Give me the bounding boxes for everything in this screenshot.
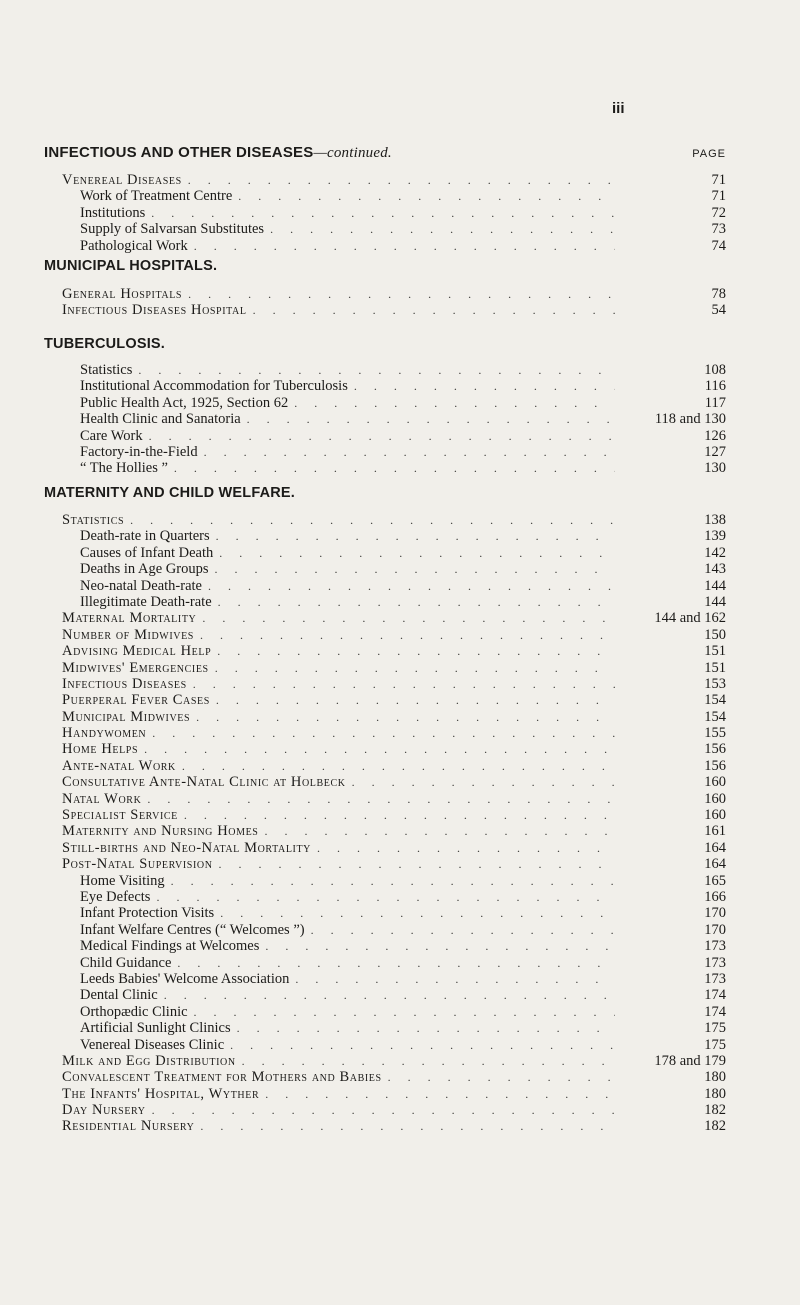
toc-entry-label: Handywomen [62, 725, 147, 742]
dot-leader [219, 856, 615, 872]
dot-leader [164, 987, 615, 1003]
toc-entry [0, 205, 800, 221]
toc-entry [0, 987, 800, 1003]
dot-leader [204, 444, 615, 460]
toc-entry-page: 174 [704, 987, 726, 1004]
toc-entry-label: Institutional Accommodation for Tuberculosis [80, 378, 348, 395]
toc-entry-label: Infectious Diseases [62, 675, 187, 692]
toc-entry-page: 78 [711, 286, 726, 302]
dot-leader [193, 676, 615, 692]
toc-entry-label: Maternal Mortality [62, 610, 197, 627]
toc-entry-label: Health Clinic and Sanatoria [80, 411, 241, 428]
dot-leader [264, 823, 615, 839]
toc-entry [0, 971, 800, 987]
toc-entry-page: 180 [704, 1069, 726, 1086]
toc-entry-page: 165 [704, 872, 726, 889]
toc-entry [0, 741, 800, 757]
toc-entry-page: 174 [704, 1003, 726, 1020]
toc-entry-label: Illegitimate Death-rate [80, 593, 212, 610]
toc-entry-page: 73 [711, 221, 726, 238]
dot-leader [317, 840, 615, 856]
toc-entry [0, 1037, 800, 1053]
toc-entry-page: 144 [704, 593, 726, 610]
main-heading-suffix: —continued. [313, 145, 392, 161]
toc-entry-page: 143 [704, 561, 726, 578]
dot-leader [216, 528, 615, 544]
dot-leader [188, 172, 615, 188]
toc-entry-label: Convalescent Treatment for Mothers and Babies [62, 1069, 382, 1086]
dot-leader [196, 709, 615, 725]
toc-entry [0, 411, 800, 427]
toc-entry [0, 610, 800, 626]
toc-entry-label: Residential Nursery [62, 1118, 195, 1135]
toc-entry-label: Public Health Act, 1925, Section 62 [80, 394, 289, 411]
main-heading [44, 144, 392, 162]
section-heading-tuberculosis: TUBERCULOSIS. [44, 336, 166, 352]
toc-entry-page: 175 [704, 1020, 726, 1037]
toc-entry [0, 362, 800, 378]
toc-entry-label: Orthopædic Clinic [80, 1003, 188, 1020]
dot-leader [130, 512, 615, 528]
toc-entry-page: 170 [704, 905, 726, 922]
toc-entry [0, 905, 800, 921]
toc-entry [0, 1053, 800, 1069]
dot-leader [230, 1037, 615, 1053]
toc-entry-page: 154 [704, 692, 726, 709]
toc-entry-label: Work of Treatment Centre [80, 188, 233, 205]
dot-leader [238, 188, 615, 204]
toc-entry-page: 71 [711, 172, 726, 188]
toc-entry-page: 180 [704, 1085, 726, 1102]
dot-leader [352, 774, 615, 790]
toc-entry-page: 182 [704, 1102, 726, 1119]
toc-entry-label: Infant Protection Visits [80, 905, 215, 922]
toc-entry-label: Infectious Diseases Hospital [62, 302, 247, 319]
dot-leader [220, 905, 615, 921]
dot-leader [194, 1004, 615, 1020]
toc-entry [0, 1118, 800, 1134]
dot-leader [182, 758, 615, 774]
dot-leader [253, 302, 615, 318]
toc-entry-page: 156 [704, 757, 726, 774]
toc-entry [0, 378, 800, 394]
page-header [44, 144, 726, 162]
toc-entry [0, 561, 800, 577]
toc-entry-label: Neo-natal Death-rate [80, 577, 202, 594]
dot-leader [388, 1069, 615, 1085]
dot-leader [270, 221, 615, 237]
dot-leader [200, 1118, 615, 1134]
toc-entry [0, 1020, 800, 1036]
toc-entry-page: 164 [704, 856, 726, 873]
toc-entry [0, 774, 800, 790]
toc-entry [0, 1004, 800, 1020]
toc-entry-label: Leeds Babies' Welcome Association [80, 970, 290, 987]
toc-entry-page: 173 [704, 938, 726, 955]
toc-entry-page: 153 [704, 675, 726, 692]
page-number: iii [612, 100, 625, 117]
page-column-label: PAGE [692, 148, 726, 160]
dot-leader [311, 922, 615, 938]
dot-leader [202, 610, 615, 626]
dot-leader [184, 807, 615, 823]
toc-entry-label: Death-rate in Quarters [80, 528, 210, 545]
dot-leader [208, 578, 615, 594]
toc-entry-page: 160 [704, 790, 726, 807]
toc-entry [0, 188, 800, 204]
toc-entry-page: 74 [711, 237, 726, 254]
toc-entry-page: 178 and 179 [654, 1052, 726, 1069]
toc-entry-page: 130 [704, 460, 726, 477]
dot-leader [171, 873, 615, 889]
toc-entry-page: 144 and 162 [654, 610, 726, 627]
toc-entry-label: Venereal Diseases [62, 172, 182, 188]
toc-entry-label: Midwives' Emergencies [62, 659, 209, 676]
dot-leader [144, 741, 615, 757]
toc-entry-label: Home Helps [62, 741, 139, 758]
dot-leader [214, 561, 615, 577]
toc-entry [0, 1086, 800, 1102]
toc-entry [0, 528, 800, 544]
main-heading-text: INFECTIOUS AND OTHER DISEASES [44, 144, 314, 161]
section-tuberculosis [0, 362, 800, 477]
toc-entry-label: Pathological Work [80, 237, 188, 254]
toc-entry-label: Number of Midwives [62, 626, 194, 643]
toc-entry [0, 545, 800, 561]
toc-entry-label: Statistics [80, 362, 133, 378]
dot-leader [152, 1102, 615, 1118]
dot-leader [147, 791, 615, 807]
toc-entry [0, 578, 800, 594]
toc-entry [0, 428, 800, 444]
dot-leader [194, 238, 615, 254]
toc-entry-page: 173 [704, 954, 726, 971]
section-venereal-diseases [0, 172, 800, 254]
toc-entry-page: 170 [704, 921, 726, 938]
toc-entry-page: 116 [704, 378, 726, 395]
toc-entry [0, 395, 800, 411]
toc-entry [0, 955, 800, 971]
toc-entry-page: 54 [711, 302, 726, 319]
dot-leader [237, 1020, 615, 1036]
toc-entry [0, 709, 800, 725]
dot-leader [265, 938, 615, 954]
toc-entry [0, 873, 800, 889]
toc-entry-page: 117 [704, 394, 726, 411]
dot-leader [265, 1086, 615, 1102]
toc-entry [0, 1102, 800, 1118]
toc-entry-label: Puerperal Fever Cases [62, 692, 210, 709]
toc-entry-label: “ The Hollies ” [80, 460, 168, 477]
dot-leader [156, 889, 615, 905]
toc-entry-label: Artificial Sunlight Clinics [80, 1020, 231, 1037]
dot-leader [354, 378, 615, 394]
toc-entry [0, 627, 800, 643]
toc-entry [0, 676, 800, 692]
dot-leader [152, 725, 615, 741]
toc-entry-page: 151 [704, 643, 726, 660]
toc-entry [0, 512, 800, 528]
toc-entry-page: 126 [704, 427, 726, 444]
toc-entry [0, 922, 800, 938]
toc-entry [0, 660, 800, 676]
toc-entry-page: 160 [704, 774, 726, 791]
toc-entry [0, 302, 800, 318]
toc-entry-label: Deaths in Age Groups [80, 561, 209, 578]
toc-entry-page: 160 [704, 807, 726, 824]
toc-entry [0, 643, 800, 659]
dot-leader [217, 643, 615, 659]
section-maternity-child-welfare [0, 512, 800, 1135]
dot-leader [219, 545, 615, 561]
toc-entry-label: Still-births and Neo-Natal Mortality [62, 839, 311, 856]
toc-entry-label: Causes of Infant Death [80, 544, 214, 561]
dot-leader [138, 362, 615, 378]
toc-entry-label: Infant Welfare Centres (“ Welcomes ”) [80, 921, 305, 938]
toc-entry [0, 823, 800, 839]
toc-entry-label: Home Visiting [80, 872, 165, 889]
dot-leader [242, 1053, 615, 1069]
toc-entry [0, 889, 800, 905]
toc-entry-label: Ante-natal Work [62, 757, 176, 774]
toc-entry [0, 460, 800, 476]
toc-entry-label: Dental Clinic [80, 987, 158, 1004]
toc-entry-page: 108 [704, 362, 726, 378]
toc-entry-page: 142 [704, 544, 726, 561]
toc-entry-label: Child Guidance [80, 954, 172, 971]
toc-entry-page: 164 [704, 839, 726, 856]
toc-entry-page: 144 [704, 577, 726, 594]
toc-entry-page: 156 [704, 741, 726, 758]
section-heading-municipal-hospitals: MUNICIPAL HOSPITALS. [44, 258, 218, 274]
toc-entry [0, 1069, 800, 1085]
toc-entry-label: Institutions [80, 204, 146, 221]
toc-entry [0, 856, 800, 872]
toc-entry [0, 286, 800, 302]
toc-entry [0, 594, 800, 610]
dot-leader [177, 955, 615, 971]
toc-entry [0, 692, 800, 708]
toc-entry-label: Advising Medical Help [62, 643, 212, 660]
dot-leader [149, 428, 615, 444]
toc-entry-label: Care Work [80, 427, 143, 444]
dot-leader [294, 395, 615, 411]
section-municipal-hospitals [0, 286, 800, 319]
dot-leader [188, 286, 615, 302]
toc-entry [0, 172, 800, 188]
dot-leader [215, 660, 615, 676]
toc-entry-page: 118 and 130 [654, 411, 726, 428]
toc-entry-label: Municipal Midwives [62, 708, 191, 725]
toc-entry-page: 182 [704, 1118, 726, 1135]
toc-entry [0, 444, 800, 460]
toc-entry [0, 758, 800, 774]
toc-entry [0, 938, 800, 954]
toc-entry-label: Maternity and Nursing Homes [62, 823, 259, 840]
dot-leader [151, 205, 615, 221]
dot-leader [174, 460, 615, 476]
dot-leader [200, 627, 615, 643]
toc-entry-page: 154 [704, 708, 726, 725]
toc-entry-page: 166 [704, 888, 726, 905]
toc-entry-page: 151 [704, 659, 726, 676]
dot-leader [216, 692, 615, 708]
toc-entry-label: Natal Work [62, 790, 142, 807]
toc-entry [0, 221, 800, 237]
section-heading-maternity: MATERNITY AND CHILD WELFARE. [44, 485, 296, 501]
toc-entry-page: 155 [704, 725, 726, 742]
toc-entry-label: Day Nursery [62, 1102, 146, 1119]
toc-entry-page: 150 [704, 626, 726, 643]
toc-entry [0, 791, 800, 807]
toc-entry-page: 175 [704, 1036, 726, 1053]
toc-entry-label: The Infants' Hospital, Wyther [62, 1085, 260, 1102]
toc-entry-label: Supply of Salvarsan Substitutes [80, 221, 265, 238]
toc-entry-page: 139 [704, 528, 726, 545]
toc-entry-label: Specialist Service [62, 807, 178, 824]
toc-entry [0, 238, 800, 254]
dot-leader [218, 594, 615, 610]
toc-entry-page: 138 [704, 512, 726, 528]
toc-entry-label: Consultative Ante-Natal Clinic at Holbeck [62, 774, 346, 791]
toc-entry-label: Medical Findings at Welcomes [80, 938, 260, 955]
toc-entry-label: Post-Natal Supervision [62, 856, 213, 873]
toc-entry-page: 161 [704, 823, 726, 840]
dot-leader [247, 411, 615, 427]
toc-entry [0, 725, 800, 741]
toc-entry-label: Factory-in-the-Field [80, 443, 198, 460]
toc-entry-page: 71 [711, 188, 726, 205]
toc-entry-label: Venereal Diseases Clinic [80, 1036, 225, 1053]
toc-entry-label: Eye Defects [80, 888, 151, 905]
toc-entry-page: 127 [704, 443, 726, 460]
dot-leader [295, 971, 615, 987]
toc-entry-label: Milk and Egg Distribution [62, 1052, 236, 1069]
toc-entry [0, 840, 800, 856]
toc-entry-label: General Hospitals [62, 286, 183, 302]
toc-entry-page: 72 [711, 204, 726, 221]
toc-entry-label: Statistics [62, 512, 125, 528]
toc-entry [0, 807, 800, 823]
toc-entry-page: 173 [704, 970, 726, 987]
